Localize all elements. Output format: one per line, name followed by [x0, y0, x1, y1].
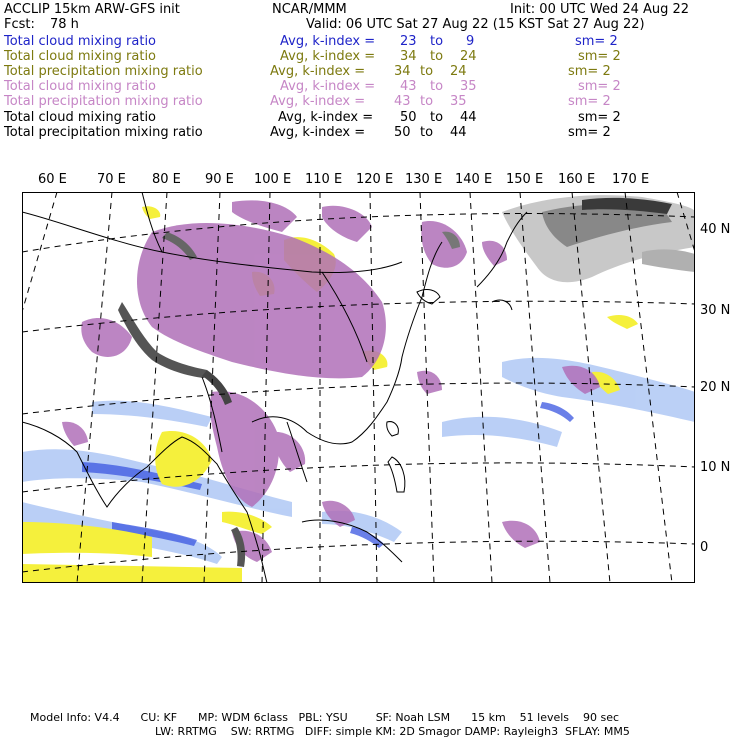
org-label: NCAR/MMM: [272, 2, 347, 17]
lon-label-160e: 160 E: [558, 172, 596, 187]
lon-label-100e: 100 E: [254, 172, 292, 187]
lat-label-40n: 40 N: [700, 222, 731, 237]
legend-row-7-field: Total precipitation mixing ratio: [4, 125, 203, 140]
legend-row-2-field: Total cloud mixing ratio: [4, 49, 157, 64]
legend-row-4-k1: 43: [400, 79, 417, 94]
legend-row-4-k2: 35: [460, 79, 477, 94]
legend-row-1-k2: 9: [466, 34, 475, 49]
fcst-value: 78 h: [50, 17, 79, 32]
legend-row-4-field: Total cloud mixing ratio: [4, 79, 157, 94]
lat-label-10n: 10 N: [700, 460, 731, 475]
plot-title: ACCLIP 15km ARW-GFS init: [4, 2, 180, 17]
lon-label-170e: 170 E: [612, 172, 650, 187]
legend-row-5-k1: 43: [394, 94, 411, 109]
legend-row-4-to: to: [430, 79, 444, 94]
lon-label-130e: 130 E: [405, 172, 443, 187]
init-time: Init: 00 UTC Wed 24 Aug 22: [510, 2, 690, 17]
model-info-line1: Model Info: V4.4 CU: KF MP: WDM 6class PBL: YSU SF: Noah LSM 15 km 51 levels 90 sec: [30, 711, 620, 724]
legend-row-1-field: Total cloud mixing ratio: [4, 34, 157, 49]
legend-row-1-sm: sm= 2: [575, 34, 618, 49]
legend-row-2-to: to: [430, 49, 444, 64]
legend-row-3-k1: 34: [394, 64, 411, 79]
legend-row-3-k2: 24: [450, 64, 467, 79]
lon-label-60e: 60 E: [38, 172, 67, 187]
fcst-label: Fcst:: [4, 17, 35, 32]
legend-row-2-k1: 34: [400, 49, 417, 64]
lon-label-80e: 80 E: [152, 172, 181, 187]
legend-row-5-field: Total precipitation mixing ratio: [4, 94, 203, 109]
lon-label-140e: 140 E: [455, 172, 493, 187]
lat-label-30n: 30 N: [700, 303, 731, 318]
legend-row-6-sm: sm= 2: [578, 110, 621, 125]
legend-row-3-to: to: [420, 64, 434, 79]
legend-row-1-to: to: [430, 34, 444, 49]
legend-row-5-to: to: [420, 94, 434, 109]
legend-row-6-k2: 44: [460, 110, 477, 125]
legend-row-2-avg: Avg, k-index =: [280, 49, 376, 64]
legend-row-5-sm: sm= 2: [568, 94, 611, 109]
lon-label-70e: 70 E: [97, 172, 126, 187]
legend-row-6-avg: Avg, k-index =: [278, 110, 374, 125]
legend-row-7-avg: Avg, k-index =: [270, 125, 366, 140]
lon-label-90e: 90 E: [205, 172, 234, 187]
legend-row-5-avg: Avg, k-index =: [270, 94, 366, 109]
lat-label-0: 0: [700, 540, 709, 555]
legend-row-1-avg: Avg, k-index =: [280, 34, 376, 49]
legend-row-3-sm: sm= 2: [568, 64, 611, 79]
legend-row-5-k2: 35: [450, 94, 467, 109]
legend-row-2-k2: 24: [460, 49, 477, 64]
legend-row-6-field: Total cloud mixing ratio: [4, 110, 157, 125]
legend-row-7-to: to: [420, 125, 434, 140]
legend-row-7-k1: 50: [394, 125, 411, 140]
lat-label-20n: 20 N: [700, 380, 731, 395]
legend-row-3-field: Total precipitation mixing ratio: [4, 64, 203, 79]
legend-row-4-avg: Avg, k-index =: [280, 79, 376, 94]
legend-row-4-sm: sm= 2: [578, 79, 621, 94]
legend-row-7-k2: 44: [450, 125, 467, 140]
lon-label-150e: 150 E: [506, 172, 544, 187]
legend-row-7-sm: sm= 2: [568, 125, 611, 140]
valid-time: Valid: 06 UTC Sat 27 Aug 22 (15 KST Sat 27 Aug 22): [306, 17, 645, 32]
legend-row-1-k1: 23: [400, 34, 417, 49]
legend-row-6-k1: 50: [400, 110, 417, 125]
lon-label-110e: 110 E: [305, 172, 343, 187]
legend-row-2-sm: sm= 2: [578, 49, 621, 64]
model-info-line2: LW: RRTMG SW: RRTMG DIFF: simple KM: 2D Smagor DAMP: Rayleigh3 SFLAY: MM5: [155, 725, 630, 738]
lon-label-120e: 120 E: [356, 172, 394, 187]
legend-row-6-to: to: [430, 110, 444, 125]
map-panel: [22, 192, 695, 583]
legend-row-3-avg: Avg, k-index =: [270, 64, 366, 79]
